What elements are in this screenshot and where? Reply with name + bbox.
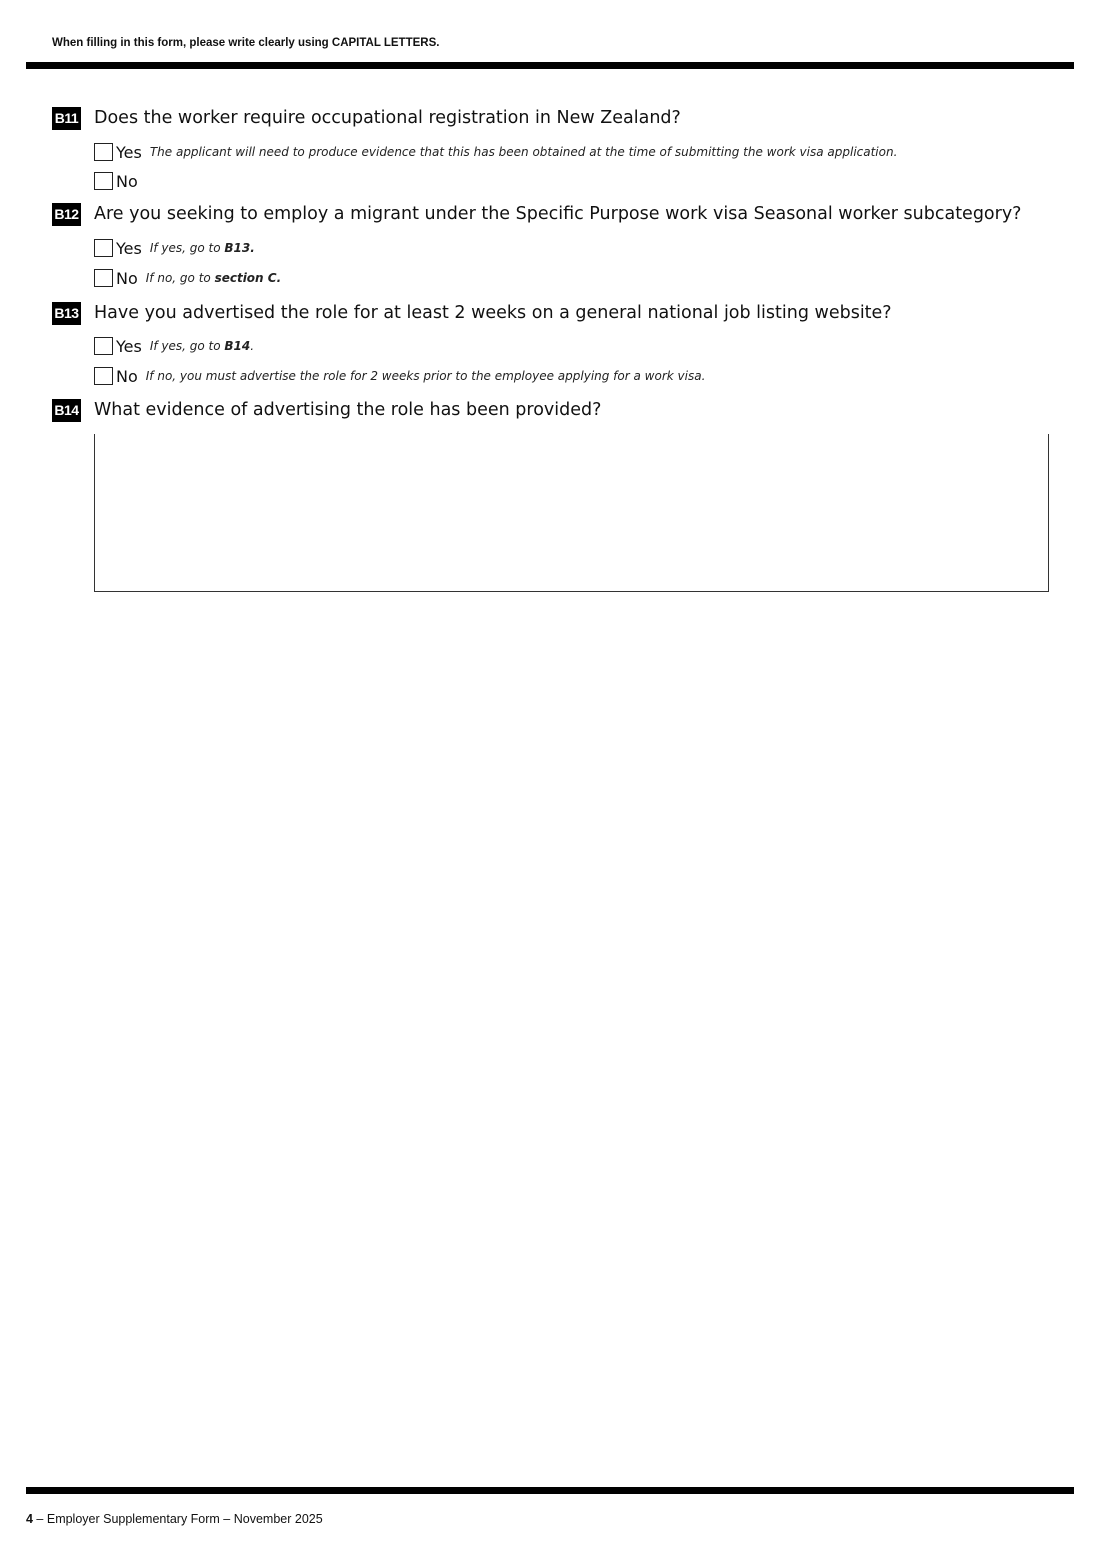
question-text: Are you seeking to employ a migrant under the Specific Purpose work visa Seasonal worker subcategory? (94, 204, 1022, 224)
hint-reference: B13. (224, 241, 255, 255)
checkbox[interactable] (94, 337, 113, 355)
footer-rule (26, 1487, 1074, 1494)
option-hint: If no, you must advertise the role for 2 weeks prior to the employee applying for a work visa. (145, 369, 706, 383)
checkbox[interactable] (94, 172, 113, 190)
evidence-answer-field[interactable] (94, 434, 1049, 592)
page-footer (26, 1512, 323, 1526)
option-label: Yes (116, 142, 142, 162)
hint-text: If yes, go to (149, 339, 225, 353)
hint-reference: section C. (214, 271, 282, 285)
option-label: No (116, 268, 138, 288)
page-number: 4 (26, 1512, 33, 1526)
option-label: Yes (116, 238, 142, 258)
question-number-badge: B14 (52, 399, 81, 422)
question-text: Does the worker require occupational registration in New Zealand? (94, 108, 681, 128)
option-yes[interactable] (94, 336, 254, 356)
hint-reference: B14 (224, 339, 251, 353)
checkbox[interactable] (94, 239, 113, 257)
option-no[interactable] (94, 366, 705, 386)
question-text: What evidence of advertising the role has been provided? (94, 400, 602, 420)
option-hint (150, 241, 255, 255)
checkbox[interactable] (94, 367, 113, 385)
option-label: No (116, 366, 138, 386)
option-hint (146, 271, 281, 285)
footer-text: – Employer Supplementary Form – November 2025 (32, 1512, 323, 1526)
question-number-badge: B11 (52, 107, 81, 130)
option-yes[interactable] (94, 238, 255, 258)
question-text: Have you advertised the role for at least 2 weeks on a general national job listing website? (94, 303, 892, 323)
hint-suffix: . (250, 339, 255, 353)
hint-text: If no, go to (145, 271, 215, 285)
option-hint (150, 339, 254, 353)
option-no[interactable] (94, 268, 281, 288)
header-rule (26, 62, 1074, 69)
checkbox[interactable] (94, 143, 113, 161)
question-number-badge: B13 (52, 302, 81, 325)
checkbox[interactable] (94, 269, 113, 287)
option-yes[interactable] (94, 142, 897, 162)
option-label: No (116, 171, 138, 191)
option-no[interactable] (94, 171, 146, 191)
option-hint: The applicant will need to produce evidence that this has been obtained at the time of submitting the work visa application. (149, 145, 898, 159)
option-label: Yes (116, 336, 142, 356)
hint-text: If yes, go to (149, 241, 225, 255)
form-instruction: When filling in this form, please write clearly using CAPITAL LETTERS. (52, 37, 440, 49)
question-number-badge: B12 (52, 203, 81, 226)
